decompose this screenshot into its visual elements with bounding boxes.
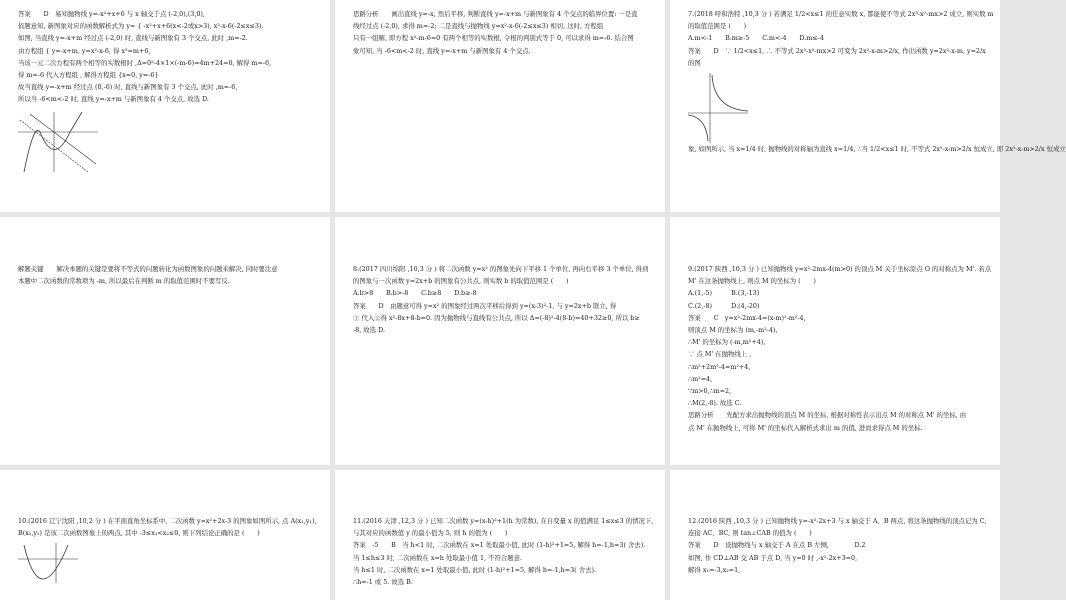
text-line: A.m<-1 B.m≥-5 C.m<-4 D.m≤-4 xyxy=(688,34,824,43)
curve-branch-1 xyxy=(712,75,748,111)
text-line: 答案 D 易知抛物线 y=-x²+x+6 与 x 轴交于点 (-2,0),(3,0), xyxy=(18,10,205,18)
page-panel-6 xyxy=(670,217,1000,465)
text-line: ① 代入②得 x²-8x+8-b=0. 因为抛物线与直线有公共点, 所以 Δ=(-8)²-4(8-b)=40+32≥0, 所以 b≥ xyxy=(353,313,640,322)
parabola-diagram xyxy=(18,112,98,172)
text-line: ∴M(2,-8). 故选 C. xyxy=(688,399,742,408)
text-line: 的图 xyxy=(688,58,701,67)
text-line: 本题中二次函数的常数项为 -m, 所以最后在判断 m 的取值范围时不要写反. xyxy=(18,277,230,286)
line-2 xyxy=(30,114,96,164)
text-line: 9.(2017 陕西 ,10,3 分 ) 已知抛物线 y=x²-2mx-4(m>0) 的顶点 M 关于坐标原点 O 的对称点为 M'. 若点 xyxy=(688,265,992,273)
text-line: 答案 D 设抛物线与 x 轴交于 A 在点 B 左侧, D.2 xyxy=(688,541,866,550)
hyperbola-diagram xyxy=(688,73,748,143)
text-line: C.(2,-8) D.(4,-20) xyxy=(688,301,760,310)
text-line: 如图, 作 CD⊥AB 交 AB 于点 D, 当 y=0 时 ,-x²-2x+3=0, xyxy=(688,553,858,562)
text-line: 思路分析 画出直线 y=-x, 然后平移, 判断直线 y=-x+m 与新图象有 4 个交点的临界位置: 一是直 xyxy=(353,10,638,18)
text-line: 答案 D 由题意可得 y=x² 的图象经过两次平移后得到 y=(x-3)²-1, 与 y=2x+b 联立, 得 xyxy=(353,301,617,310)
text-line: 答案 -5 B 当 h<1 时, 二次函数在 x=1 处取最小值, 此时 (1-h)²+1=5, 解得 h=-1,h=3( 舍去). xyxy=(353,541,646,550)
text-line: A.b>8 B.b>-8 C.b≥8 D.b≥-8 xyxy=(353,289,477,298)
text-line: ∵ 点 M' 在抛物线上 , xyxy=(688,350,752,359)
text-line: 点 M' 在抛物线上, 可将 M' 的坐标代入解析式求出 m 的值, 进而求得点 M 的坐标. xyxy=(688,423,923,432)
text-line: ∴m²+2m²-4=m²+4, xyxy=(688,362,751,371)
curve-branch-2 xyxy=(688,115,708,141)
text-line: B(x₂,y₂) 是该二次函数图象上的两点, 其中 -3≤x₁<x₂≤0, 则下列结论正确的是 ( ) xyxy=(18,529,260,538)
text-line: A.(1,-5) B.(3,-13) xyxy=(688,289,760,298)
page-panel-4 xyxy=(0,217,330,465)
text-line: 思路分析 先配方求出抛物线的顶点 M 的坐标, 根据对称性表示出点 M 的对称点 M' 的坐标, 由 xyxy=(688,411,967,420)
text-line: 线经过点 (-2,0), 求得 m=-2; 二是直线与抛物线 y=x²-x-6(-2≤x≤3) 相切, 这时, 方程组 xyxy=(353,22,604,31)
text-line: ∴m²=4, xyxy=(688,374,713,383)
text-line: -8, 故选 D. xyxy=(353,326,386,335)
page-panel-3 xyxy=(670,0,1066,212)
text-line: 答案 D ∵ 1/2<x≤1, ∴ 不等式 2x³-x²-mx>2 可变为 2x²-x-m>2/x, 作出函数 y=2x²-x-m, y=2/x xyxy=(688,46,986,55)
text-line: 象, 如图所示, 当 x=1/4 时, 抛物线的对称轴为直线 x=1/4, ∴当 1/2<x≤1 时, 不等式 2x²-x-m>2/x 恒成立, 即 2x²-x-m>2/x 恒成立 xyxy=(688,145,1066,154)
text-line: 连接 AC、BC, 则 tan∠CAB 的值为 ( ) xyxy=(688,529,812,538)
text-line: 由方程组 { y=-x+m, y=x²-x-6, 得 x²=m+6, xyxy=(18,46,151,55)
text-line: 当 h≤1 时, 二次函数在 x=1 处取最小值, 此时 (1-h)²+1=5, 解得 h=-1,h=3( 舍去). xyxy=(353,565,597,574)
text-line: 的取值范围是 ( ) xyxy=(688,22,747,31)
text-line: M' 在这条抛物线上, 则点 M 的坐标为 ( ) xyxy=(688,277,816,286)
text-line: 8.(2017 四川绵阳 ,10,3 分 ) 将二次函数 y=x² 的图象先向下平移 1 个单位, 再向右平移 3 个单位, 得到 xyxy=(353,265,649,273)
text-line: 象可知, 当 -6<m<-2 时, 直线 y=-x+m 与新图象有 4 个交点. xyxy=(353,46,531,55)
text-line: 解题关键 解决本题的关键是要将不等式的问题转化为函数图象的问题来解决, 同时要注意 xyxy=(18,265,278,273)
text-line: 故当直线 y=-x+m 经过点 (0,-6) 时, 直线与新图象有 3 个交点, 此时 ,m=-6, xyxy=(18,83,238,92)
text-line: 只有一组解, 即方程 x²-m-6=0 有两个相等的实数根, 令根的判别式等于 0, 可以求得 m=-6. 结合图 xyxy=(353,34,634,43)
text-line: 12.(2016 陕西 ,10,3 分 ) 已知抛物线 y=-x²-2x+3 与 x 轴交于 A、B 两点, 将这条抛物线的顶点记为 C, xyxy=(688,517,987,525)
page-panel-1 xyxy=(0,0,330,212)
page-panel-2 xyxy=(335,0,665,212)
text-line: 得 m=-6 代入方程组 , 解得方程组 {x=0, y=-6} xyxy=(18,71,159,80)
text-line: 依题意知, 新图象对应的函数解析式为 y= { -x²+x+6(x<-2或x>3), x²-x-6(-2≤x≤3). xyxy=(18,22,264,31)
page-panel-8 xyxy=(335,470,665,600)
page-panel-9 xyxy=(670,470,1000,600)
text-line: 当 1≤h≤3 时, 二次函数在 x=h 处取最小值 1, 不符合题意. xyxy=(353,553,523,562)
page-panel-5 xyxy=(335,217,665,465)
text-line: 解得 x₁=-3,x₂=1, xyxy=(688,565,741,574)
text-line: 所以当 -6<m<-2 时, 直线 y=-x+m 与新图象有 4 个交点, 故选 D. xyxy=(18,95,209,104)
text-line: 7.(2018 呼和浩特 ,10,3 分 ) 若满足 1/2<x≤1 的任意实数 x, 都能使不等式 2x³-x²-mx>2 成立, 则实数 m xyxy=(688,10,994,18)
text-line: 10.(2016 辽宁沈阳 ,10,2 分 ) 在平面直角坐标系中, 二次函数 y=x²+2x-3 的图象如图所示, 点 A(x₁,y₁), xyxy=(18,517,317,525)
text-line: 则顶点 M 的坐标为 (m,-m²-4), xyxy=(688,326,778,335)
text-line: ∵m>0,∴m=2, xyxy=(688,387,732,396)
page-panel-7 xyxy=(0,470,330,600)
text-line: ∴M' 的坐标为 (-m,m²+4), xyxy=(688,338,766,347)
curve xyxy=(24,545,68,579)
text-line: 答案 C y=x²-2mx-4=(x-m)²-m²-4, xyxy=(688,313,806,322)
text-line: 当该一元二次方程有两个相等的实数根时 ,Δ=0²-4×1×(-m-6)=4m+24=0, 解得 m=-6, xyxy=(18,58,272,67)
curve xyxy=(24,112,82,172)
text-line: 与其对应的函数值 y 的最小值为 5, 则 h 的值为 ( ) xyxy=(353,529,508,538)
text-line: ∴h=-1 或 5. 故选 B. xyxy=(353,578,413,587)
text-line: 的图象与一次函数 y=2x+b 的图象有公共点, 则实数 b 的取值范围是 ( ) xyxy=(353,277,569,286)
text-line: 如图, 当直线 y=-x+m 经过点 (-2,0) 时, 直线与新图象有 3 个交点, 此时 ,m=-2. xyxy=(18,34,248,43)
parabola-diagram xyxy=(18,543,78,583)
text-line: 11.(2016 天津 ,12,3 分 ) 已知二次函数 y=(x-h)²+1(h 为常数), 在自变量 x 的值满足 1≤x≤3 的情况下, xyxy=(353,517,654,525)
